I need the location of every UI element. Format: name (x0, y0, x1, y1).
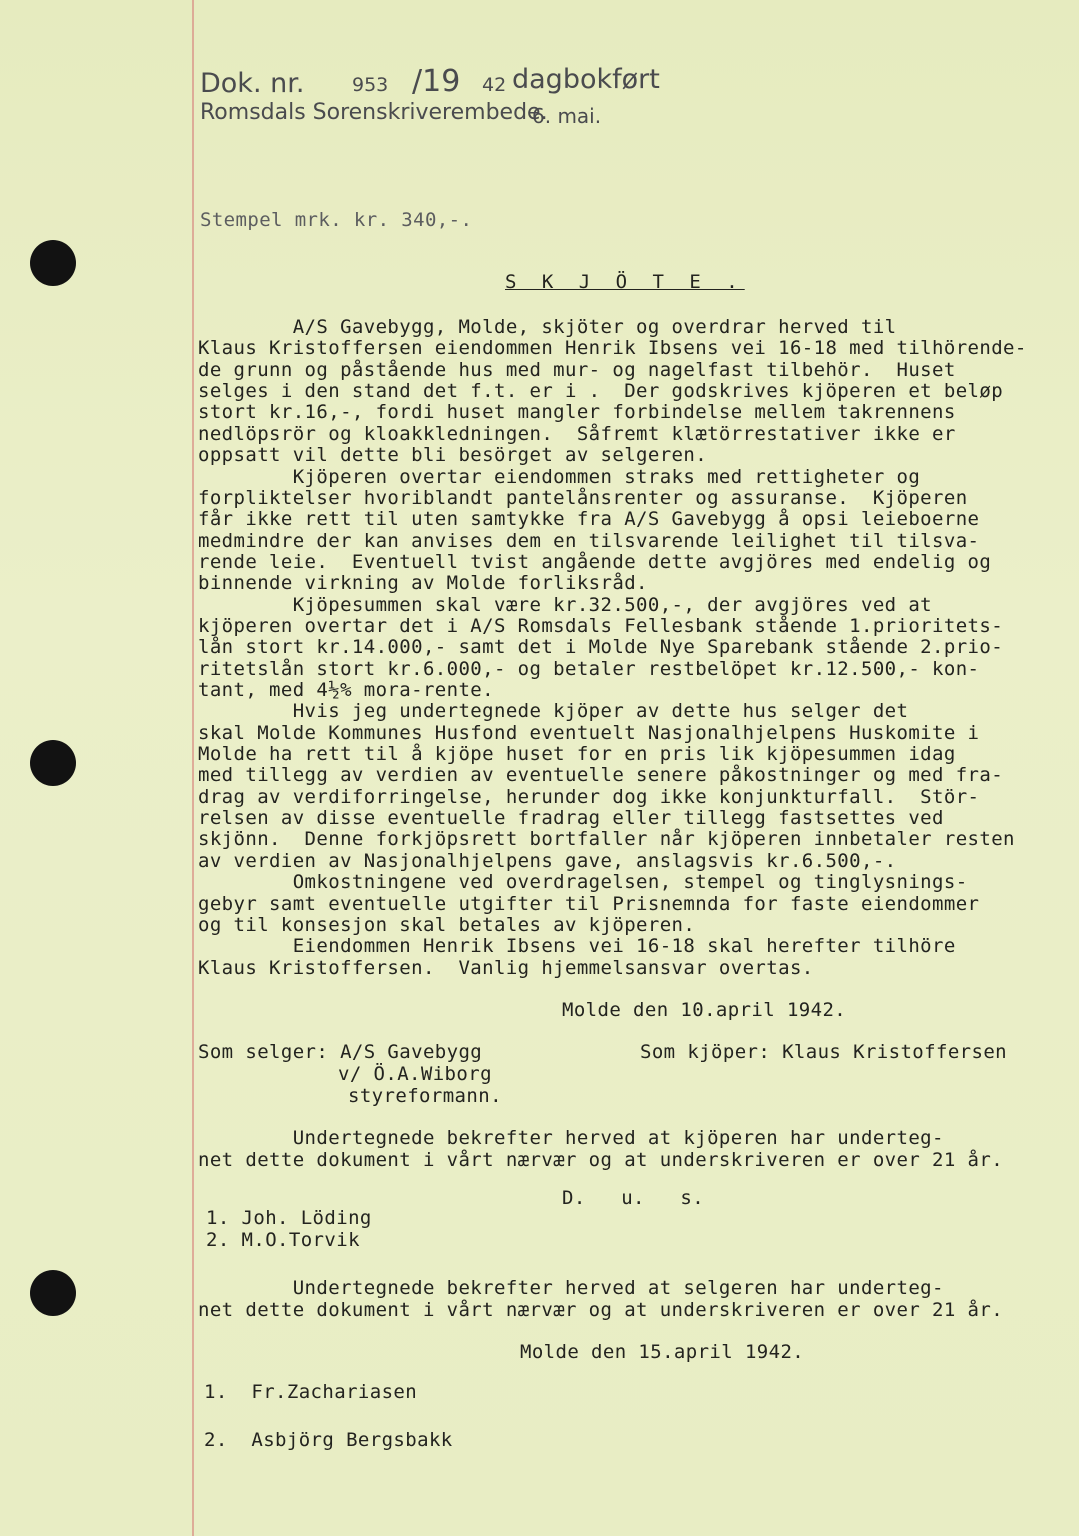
body-line: medmindre der kan anvises dem en tilsvarende leilighet til tilsva- (198, 529, 980, 552)
body-line: og til konsesjon skal betales av kjöperen. (198, 913, 696, 936)
body-line: lån stort kr.14.000,- samt det i Molde Nye Sparebank stående 2.prio- (198, 636, 1004, 659)
body-line: skjönn. Denne forkjöpsrett bortfaller når kjöperen innbetaler resten (198, 828, 1015, 851)
stamp-doc-number: 953 (352, 74, 389, 96)
body-line: tant, med 4½% mora-rente. (198, 679, 494, 701)
document-title: S K J Ö T E . (505, 271, 745, 293)
body-line: drag av verdiforringelse, herunder dog ikke konjunkturfall. Stör- (198, 785, 980, 808)
place-date-2: Molde den 15.april 1942. (520, 1341, 805, 1363)
body-line: Klaus Kristoffersen. Vanlig hjemmelsansvar overtas. (198, 956, 814, 979)
body-line: binnende virkning av Molde forliksråd. (198, 572, 648, 595)
body-line: oppsatt vil dette bli besörget av selgeren. (198, 444, 708, 467)
witness-1-1: 1. Joh. Löding (206, 1207, 372, 1229)
body-line: kjöperen overtar det i A/S Romsdals Fellesbank stående 1.prioritets- (198, 614, 1004, 637)
margin-line (192, 0, 194, 1536)
witness-statement-2-line1: Undertegnede bekrefter herved at selgeren har underteg- (198, 1277, 944, 1299)
body-line: nedlöpsrör og kloakkledningen. Såfremt klætörrestativer ikke er (198, 422, 956, 445)
body-line: av verdien av Nasjonalhjelpens gave, anslagsvis kr.6.500,-. (198, 849, 897, 872)
place-date-1: Molde den 10.april 1942. (562, 999, 847, 1021)
body-line: Molde ha rett til å kjöpe huset for en pris lik kjöpesummen idag (198, 743, 956, 765)
body-line: skal Molde Kommunes Husfond eventuelt Nasjonalhjelpens Huskomite i (198, 721, 980, 744)
punch-hole (30, 240, 76, 286)
body-line: Kjöperen overtar eiendommen straks med rettigheter og (198, 465, 921, 488)
body-line: Eiendommen Henrik Ibsens vei 16-18 skal herefter tilhöre (198, 935, 956, 958)
body-line: A/S Gavebygg, Molde, skjöter og overdrar herved til (198, 316, 897, 338)
body-line: Hvis jeg undertegnede kjöper av dette hus selger det (198, 700, 909, 723)
punch-hole (30, 1270, 76, 1316)
body-line: de grunn og påstående hus med mur- og nagelfast tilbehör. Huset (198, 358, 956, 381)
stamp-year-suffix: 42 (482, 74, 507, 96)
stamp-dagbokfort: dagbokført (512, 64, 660, 95)
stamp-date: 6. mai. (532, 104, 602, 128)
dus-mark: D. u. s. (562, 1187, 705, 1209)
stamp-year-prefix: /19 (412, 64, 461, 99)
body-line: ritetslån stort kr.6.000,- og betaler restbelöpet kr.12.500,- kon- (198, 657, 980, 680)
seller-title: styreformann. (348, 1085, 502, 1107)
buyer-line: Som kjöper: Klaus Kristoffersen (640, 1041, 1008, 1063)
witness-2-1: 1. Fr.Zachariasen (204, 1381, 418, 1403)
stamp-prefix: Dok. nr. (200, 68, 305, 99)
seller-representative: v/ Ö.A.Wiborg (338, 1063, 492, 1085)
body-line: med tillegg av verdien av eventuelle senere påkostninger og med fra- (198, 764, 1004, 787)
body-line: Klaus Kristoffersen eiendommen Henrik Ibsens vei 16-18 med tilhörende- (198, 337, 1027, 360)
body-line: Omkostningene ved overdragelsen, stempel og tinglysnings- (198, 871, 968, 894)
witness-statement-2-line2: net dette dokument i vårt nærvær og at underskriveren er over 21 år. (198, 1299, 1004, 1321)
seller-line: Som selger: A/S Gavebygg (198, 1041, 483, 1063)
witness-statement-1-line2: net dette dokument i vårt nærvær og at underskriveren er over 21 år. (198, 1149, 1004, 1171)
body-line: får ikke rett til uten samtykke fra A/S Gavebygg å opsi leieboerne (198, 508, 980, 531)
stempel-note: Stempel mrk. kr. 340,-. (200, 209, 473, 231)
body-line: Kjöpesummen skal være kr.32.500,-, der avgjöres ved at (198, 593, 933, 616)
body-line: selges i den stand det f.t. er i . Der godskrives kjöperen et beløp (198, 380, 1004, 403)
witness-1-2: 2. M.O.Torvik (206, 1229, 360, 1251)
punch-hole (30, 740, 76, 786)
body-line: stort kr.16,-, fordi huset mangler forbindelse mellem takrennens (198, 401, 956, 424)
body-line: forpliktelser hvoriblandt pantelånsrenter og assuranse. Kjöperen (198, 486, 968, 509)
witness-statement-1-line1: Undertegnede bekrefter herved at kjöperen har underteg- (198, 1127, 944, 1149)
body-line: rende leie. Eventuell tvist angående dette avgjöres med endelig og (198, 550, 992, 573)
stamp-office: Romsdals Sorenskriverembede. (200, 100, 548, 125)
body-line: relsen av disse eventuelle fradrag eller tillegg fastsettes ved (198, 807, 944, 829)
body-line: gebyr samt eventuelle utgifter til Prisnemnda for faste eiendommer (198, 892, 980, 915)
witness-2-2: 2. Asbjörg Bergsbakk (204, 1429, 453, 1451)
